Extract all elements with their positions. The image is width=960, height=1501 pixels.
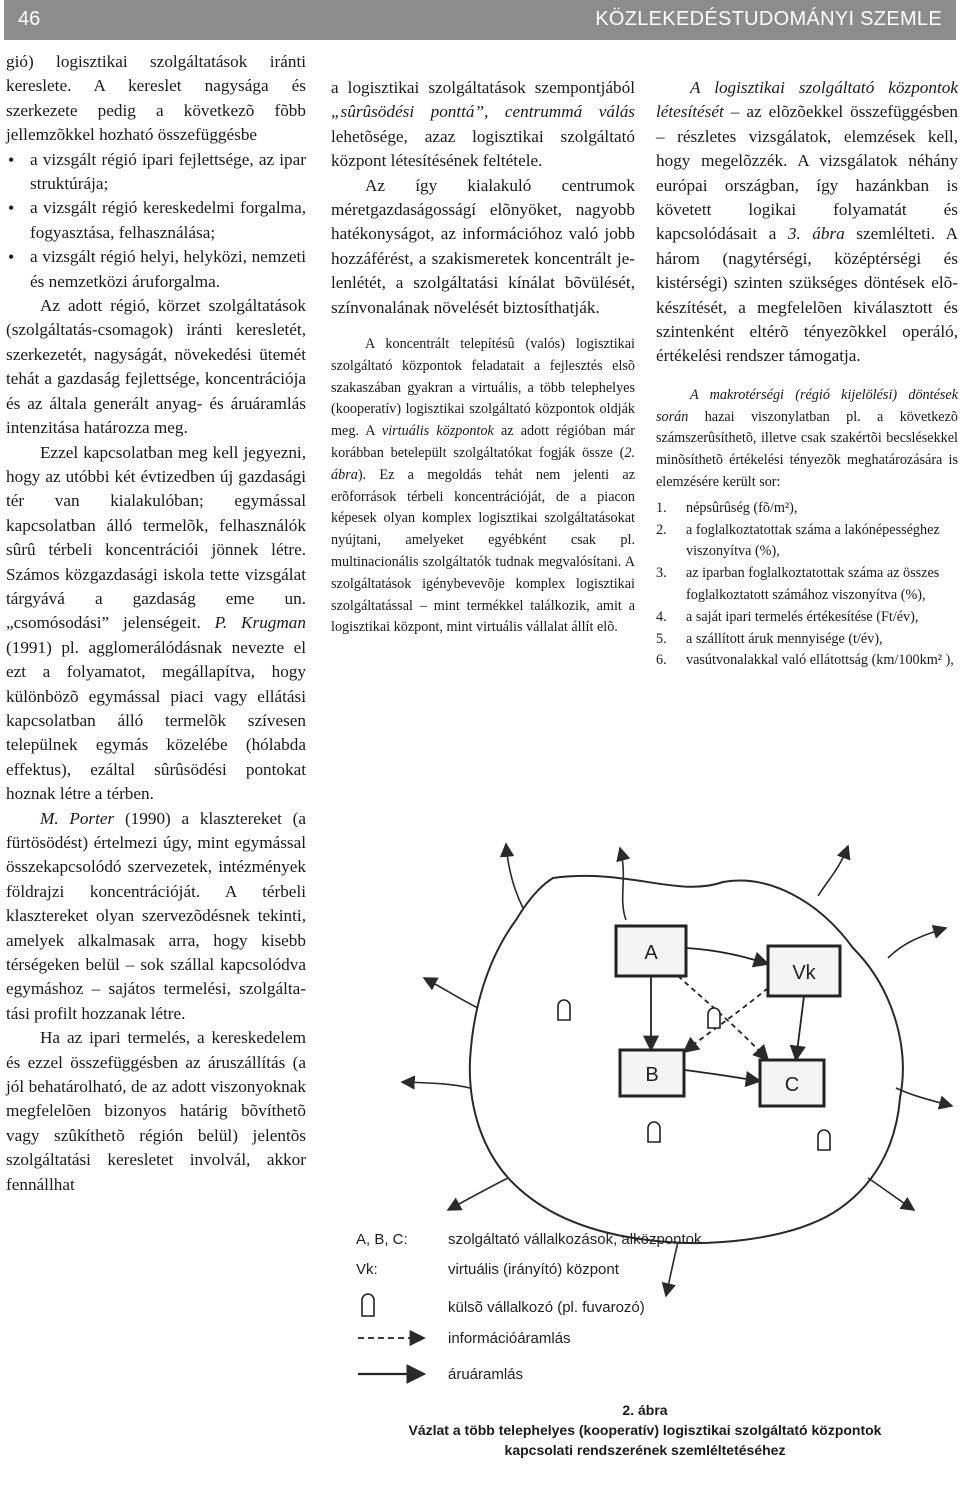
list-text: a foglalkoztatottak száma a lakónépességhez viszonyítva (%), — [686, 521, 940, 560]
caption-line: Vázlat a több telephelyes (kooperatív) logisztikai szolgáltató központok — [408, 1422, 882, 1438]
column-1 — [6, 50, 306, 1197]
figure-legend — [356, 1231, 702, 1383]
figure-caption — [340, 1400, 950, 1460]
author-name: P. Krugman — [214, 613, 306, 633]
figure-2-diagram — [348, 838, 958, 1398]
node-a — [616, 926, 686, 976]
caption-line: kapcsolati rendszerének szemléltetéséhez — [504, 1442, 786, 1458]
information-flow-arrow — [888, 928, 946, 958]
list-number: 4. — [656, 608, 667, 625]
list-item: • a vizsgált régió helyi, helyközi, nemzeti és nemzetközi áruforgalma. — [6, 245, 306, 294]
legend-key: Vk: — [356, 1261, 378, 1278]
author-name: M. Porter — [40, 808, 115, 828]
node-a-label: A — [644, 942, 658, 964]
node-vk-label: Vk — [792, 962, 816, 984]
emphasis: A logisztikai szolgáltató központok létesítését — [656, 78, 958, 122]
page-number: 46 — [18, 8, 41, 30]
information-flow-arrow — [448, 1178, 508, 1210]
text-run: hazai viszonylatban pl. a következõ számszerûsíthetõ, illetve csak szakértõi becslésekkel minõsíthetõ értékelési tényezõk meghatározására is elemzésére került sor: — [656, 408, 958, 491]
text-run: lehetõsége, azaz logisztikai szolgáltató központ létesítésének feltétele. — [331, 126, 635, 171]
paragraph — [656, 385, 958, 494]
text-run: ). Ez a megoldás tehát nem jelenti az erõforrások térbeli koncentrációját, de a piacon képesek olyan komplex logisztikai szolgáltatásokat nyújtani, amelyeket egyébként csak pl. multinacionális szolgáltatók tudnak megvalósítani. A szolgáltatások igénybevevõje komplex logisztikai szolgáltatással – mint termékkel találkozik, amit a logisztikai központ, mint virtuális vállalat állít elõ. — [331, 466, 635, 636]
list-number: 1. — [656, 499, 667, 516]
node-b-label: B — [645, 1064, 659, 1086]
caption-number: 2. ábra — [622, 1402, 668, 1418]
information-flow-arrow — [620, 848, 626, 920]
column-2 — [331, 76, 635, 639]
legend-text: külsõ vállalkozó (pl. fuvarozó) — [448, 1299, 645, 1316]
journal-title: KÖZLEKEDÉSTUDOMÁNYI SZEMLE — [595, 8, 942, 30]
emphasis: „sûrûsödési ponttá”, centrummá válás — [331, 102, 635, 122]
list-number: 3. — [656, 565, 667, 582]
page-header — [4, 0, 956, 40]
information-flow-arrow — [666, 1242, 678, 1296]
text-run: Ezzel kapcsolatban meg kell jegyezni, hogy az utóbbi két évtizedben új gazdasági tér van kialakulóban; egymással kapcsolatban álló termelõk, felhasználók sûrû térbeli koncentrációi jönnek létre. Számos közgazdasági iskola tette vizsgálat tárgyává a gazdaság eme un. „csomósodási” jelenségeit. — [6, 442, 306, 633]
text-run: – az elõzõekkel összefüggésben – részletes vizsgálatok, elemzések kell, hogy megelõzzék. A vizsgálatok néhány európai országban, így hazánkban is követett logikai folyamatát és kapcsolódásait a — [656, 102, 958, 244]
text-run: (1991) pl. agglomerálódásnak nevezte el ezt a folyamatot, megállapítva, hogy különbözõ egymással piaci vagy ellátási kapcsolatban álló termelõk szívesen települnek egymás közelébe (hólabda effektus), ezáltal sûrûsödési pontokat hoznak létre a térben. — [6, 637, 306, 804]
paragraph: Az így kialakuló centrumok méretgazdaságosságí elõnyöket, nagyobb hatékonyságot, az információhoz való jobb hozzáférést, a szakismeretek koncentrált jelenlétét, a szolgáltatási kínálat bõvülését, színvonalának növelését biztosíthatják. — [331, 175, 635, 317]
paragraph — [656, 76, 958, 369]
list-number: 6. — [656, 652, 667, 669]
legend-key: A, B, C: — [356, 1231, 408, 1248]
contractor-icon — [648, 1122, 660, 1142]
legend-text: információáramlás — [448, 1330, 571, 1347]
list-text: az iparban foglalkoztatottak száma az összes foglalkoztatott számához viszonyítva (%), — [686, 565, 940, 604]
column-3 — [656, 76, 958, 672]
text-run: szemlélteti. A három (nagytérségi, középtérségi és kistérségi) szinten szükséges döntések elõkészítését, a megfelelõen kiválasztott és szintenként eltérõ tényezõkkel operáló, értékelési rendszer támogatja. — [656, 224, 958, 366]
list-text: vasútvonalakkal való ellátottság (km/100km² ), — [686, 652, 954, 669]
text-run: a logisztikai szolgáltatások szempontjából — [331, 78, 635, 97]
paragraph — [6, 807, 306, 1027]
contractor-icon — [558, 1000, 570, 1020]
node-c — [760, 1060, 824, 1106]
legend-text: áruáramlás — [448, 1366, 524, 1383]
contractor-icon — [708, 1008, 720, 1028]
contractor-legend-icon — [362, 1294, 374, 1316]
paragraph — [6, 441, 306, 807]
list-text: a szállított áruk mennyisége (t/év), — [686, 630, 883, 647]
information-flow-arrow — [506, 844, 523, 908]
list-item — [656, 650, 958, 672]
information-flow-arrow — [818, 846, 848, 896]
emphasis: virtuális központok — [381, 423, 494, 440]
list-text: a saját ipari termelés értékesítése (Ft/év), — [686, 608, 919, 625]
text-run: az adott régióban már korábban betelepült szolgáltatókat fogják össze ( — [331, 423, 636, 462]
list-number: 2. — [656, 521, 667, 538]
list-item — [656, 520, 958, 564]
list-number: 5. — [656, 630, 667, 647]
bullet-list — [6, 148, 306, 294]
node-vk — [768, 946, 840, 996]
contractor-icon — [818, 1130, 830, 1150]
paragraph — [331, 334, 635, 639]
list-item — [656, 498, 958, 520]
paragraph — [331, 76, 635, 174]
information-flow-arrow — [896, 1088, 952, 1106]
text-run: A koncentrált telepítésû (valós) logisztikai szolgáltató központok feladatait a fejlesztés elsõ szakaszában gyakran a virtuális, a több telephelyes (kooperatív) logisztikai szolgáltató központok oldják meg. A — [331, 336, 635, 440]
text-run: (1990) a klasztereket (a fürtösödést) értelmezi úgy, mint egymással összekapcsolódó szervezetek, intézmények földrajzi koncentrációját. A térbeli klasztereket olyan szervezõdésnek tekinti, amelyek alkalmasak arra, hogy kisebb térségeken belül – sok szállal kapcsolódva egymáshoz – sajátos termelési, szolgáltatási profilt hozzanak létre. — [6, 808, 306, 1023]
emphasis: 3. ábra — [787, 224, 845, 244]
list-item — [656, 629, 958, 651]
information-flow-arrow — [424, 978, 478, 1008]
list-item — [656, 563, 958, 607]
legend-text: virtuális (irányító) központ — [448, 1261, 619, 1278]
node-c-label: C — [784, 1074, 800, 1096]
emphasis: 2. ábra — [331, 445, 635, 483]
list-item: • a vizsgált régió ipari fejlettsége, az ipar struktúrája; — [6, 148, 306, 197]
information-flow-arrow — [868, 1178, 914, 1210]
list-item: • a vizsgált régió kereskedelmi forgalma, fogyasztása, felhasználása; — [6, 196, 306, 245]
paragraph: Ha az ipari termelés, a kereskedelem és ezzel összefüggésben az áruszállítás (a jól behatárolható, de az adott viszonyoknak megfelelõen bizonyos határig bõvíthetõ vagy szûkíthetõ régión belül) jelentõs szolgáltatási keresletet involvál, akkor fennállhat — [6, 1028, 306, 1194]
list-item — [656, 607, 958, 629]
list-text: népsûrûség (fõ/m²), — [686, 499, 798, 516]
criteria-list — [656, 498, 958, 672]
information-flow-arrow — [402, 1082, 470, 1088]
emphasis: A makrotérségi (régió kijelölési) döntések során — [656, 386, 958, 425]
paragraph: Az adott régió, körzet szolgáltatások (szolgáltatás-csomagok) iránti keresletét, szerkezetét, nagyságát, növekedési ütemét tehát a gazdaság fejlettsége, koncentrációja és az általa generált anyag- és áruáramlás intenzitása határozza meg. — [6, 296, 306, 438]
legend-text: szolgáltató vállalkozások, alközpontok — [448, 1231, 702, 1248]
paragraph: gió) logisztikai szolgáltatások iránti kereslete. A kereslet nagysága és szerkezete pedig a következõ fõbb jellemzõkkel hozható összefüggésbe — [6, 52, 306, 145]
node-b — [620, 1050, 684, 1096]
